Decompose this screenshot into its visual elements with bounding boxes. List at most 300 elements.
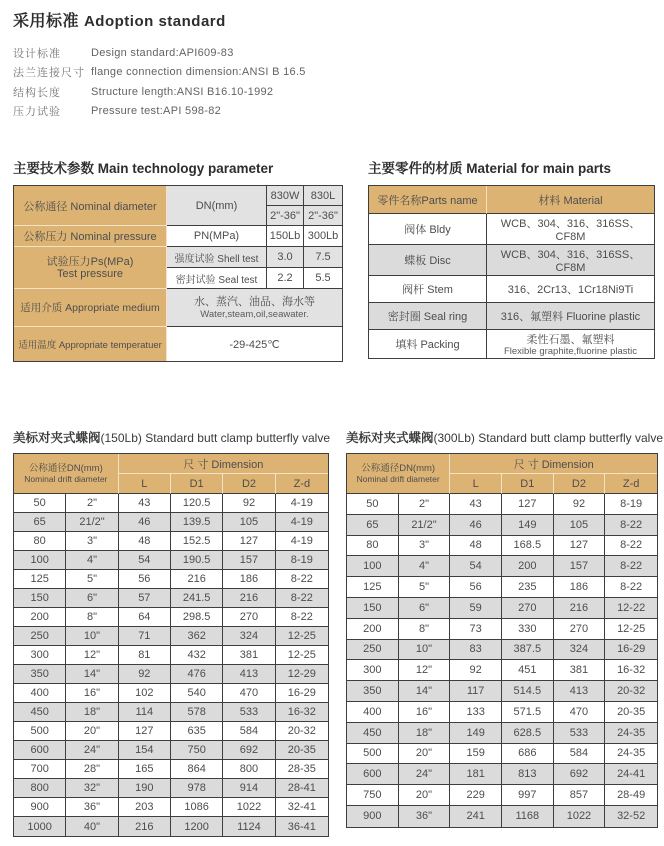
tech-shell-test-830w: 3.0 xyxy=(267,247,304,268)
dimension-row xyxy=(14,494,328,513)
dn-header-zh: 公称通径DN(mm) xyxy=(28,462,103,474)
material-value-en: Flexible graphite,fluorine plastic xyxy=(503,346,638,357)
d2-cell: 533 xyxy=(223,703,275,722)
d1-cell: 127 xyxy=(502,494,554,515)
d1-cell: 686 xyxy=(502,744,554,765)
dn-mm-cell: 300 xyxy=(14,646,66,665)
zd-cell: 20-32 xyxy=(605,681,657,702)
dimension-row xyxy=(347,598,657,619)
dn-inch-cell: 40" xyxy=(66,817,118,836)
dim-150-body xyxy=(14,494,328,836)
dn-mm-cell: 200 xyxy=(347,619,399,640)
material-cell xyxy=(487,276,654,303)
material-cell xyxy=(487,303,654,330)
dn-inch-cell: 20" xyxy=(399,785,451,806)
dimension-row xyxy=(14,570,328,589)
dn-inch-cell: 8" xyxy=(66,608,118,627)
dim-150-col-dn xyxy=(14,454,119,494)
materials-table xyxy=(368,185,655,359)
zd-cell: 8-19 xyxy=(605,494,657,515)
l-cell: 114 xyxy=(119,703,171,722)
zd-cell: 28-35 xyxy=(276,760,328,779)
dn-mm-cell: 50 xyxy=(14,494,66,513)
dim-300-col-dn xyxy=(347,454,450,494)
zd-cell: 4-19 xyxy=(276,494,328,513)
dn-inch-cell: 5" xyxy=(399,577,451,598)
material-value: 柔性石墨、氟塑料 xyxy=(526,334,615,346)
tech-label-nominal-diameter: 公称通径 Nominal diameter xyxy=(14,186,167,226)
dn-mm-cell: 600 xyxy=(14,741,66,760)
d2-cell: 127 xyxy=(223,532,275,551)
l-cell: 48 xyxy=(450,536,502,557)
l-cell: 149 xyxy=(450,723,502,744)
dn-inch-cell: 3" xyxy=(399,536,451,557)
dimension-row xyxy=(14,646,328,665)
d2-cell: 413 xyxy=(554,681,606,702)
dimension-row xyxy=(347,640,657,661)
dimension-row xyxy=(347,556,657,577)
material-value: WCB、304、316、316SS、CF8M xyxy=(500,218,641,243)
l-cell: 64 xyxy=(119,608,171,627)
l-cell: 43 xyxy=(119,494,171,513)
zd-cell: 12-25 xyxy=(605,619,657,640)
adoption-row-label: 法兰连接尺寸 xyxy=(13,67,85,80)
zd-cell: 12-22 xyxy=(605,598,657,619)
d2-cell: 92 xyxy=(223,494,275,513)
d2-cell: 186 xyxy=(223,570,275,589)
d1-cell: 432 xyxy=(171,646,223,665)
d2-cell: 157 xyxy=(223,551,275,570)
zd-cell: 8-22 xyxy=(276,608,328,627)
dn-inch-cell: 3" xyxy=(66,532,118,551)
dim-300-col-l: L xyxy=(450,474,502,494)
l-cell: 59 xyxy=(450,598,502,619)
tech-test-pressure-en: Test pressure xyxy=(56,267,124,280)
dn-inch-cell: 24" xyxy=(66,741,118,760)
dn-inch-cell: 24" xyxy=(399,764,451,785)
zd-cell: 12-25 xyxy=(276,646,328,665)
dn-mm-cell: 100 xyxy=(347,556,399,577)
tech-test-pressure-zh: 试验压力Ps(MPa) xyxy=(46,255,134,268)
l-cell: 190 xyxy=(119,779,171,798)
section-material-for-main-parts xyxy=(368,157,655,359)
dim-150-col-l: L xyxy=(119,474,171,494)
d1-cell: 270 xyxy=(502,598,554,619)
adoption-row xyxy=(13,82,306,102)
d2-cell: 127 xyxy=(554,536,606,557)
d1-cell: 330 xyxy=(502,619,554,640)
l-cell: 203 xyxy=(119,798,171,817)
materials-table-body xyxy=(369,214,654,358)
l-cell: 154 xyxy=(119,741,171,760)
tech-parameter-table xyxy=(13,185,343,362)
tech-model-830w: 830W xyxy=(267,186,304,206)
zd-cell: 20-35 xyxy=(276,741,328,760)
dn-inch-cell: 6" xyxy=(399,598,451,619)
materials-row xyxy=(369,214,654,245)
title-300lb-zh: 美标对夹式蝶阀 xyxy=(346,431,434,445)
adoption-row xyxy=(13,43,306,63)
tech-model-830l: 830L xyxy=(304,186,342,206)
dn-inch-cell: 10" xyxy=(399,640,451,661)
d2-cell: 270 xyxy=(223,608,275,627)
d2-cell: 381 xyxy=(554,660,606,681)
adoption-standard-heading xyxy=(13,8,306,31)
d2-cell: 1124 xyxy=(223,817,275,836)
d1-cell: 476 xyxy=(171,665,223,684)
dim-150-col-d2: D2 xyxy=(223,474,275,494)
d1-cell: 997 xyxy=(502,785,554,806)
dimension-row xyxy=(14,665,328,684)
d2-cell: 324 xyxy=(223,627,275,646)
l-cell: 57 xyxy=(119,589,171,608)
dimension-row xyxy=(14,760,328,779)
dimension-table-150lb xyxy=(13,453,329,837)
d2-cell: 470 xyxy=(223,684,275,703)
adoption-row-label: 压力试验 xyxy=(13,106,61,119)
title-150lb-zh: 美标对夹式蝶阀 xyxy=(13,431,101,445)
dimension-row xyxy=(14,608,328,627)
tech-label-appropriate-temperature: 适用温度 Appropriate temperatuer xyxy=(14,327,167,361)
l-cell: 56 xyxy=(119,570,171,589)
materials-row xyxy=(369,245,654,276)
d1-cell: 235 xyxy=(502,577,554,598)
tech-param-pn: PN(MPa) xyxy=(167,226,267,247)
tech-medium-zh: 水、蒸汽、油品、海水等 xyxy=(194,295,315,308)
adoption-row-value: flange connection dimension:ANSI B 16.5 xyxy=(91,66,306,79)
adoption-row-value: Structure length:ANSI B16.10-1992 xyxy=(91,85,274,98)
l-cell: 181 xyxy=(450,764,502,785)
dimension-row xyxy=(347,577,657,598)
d2-cell: 157 xyxy=(554,556,606,577)
dn-mm-cell: 100 xyxy=(14,551,66,570)
zd-cell: 8-19 xyxy=(276,551,328,570)
adoption-row-label: 结构长度 xyxy=(13,86,61,99)
dn-inch-cell: 5" xyxy=(66,570,118,589)
tech-label-appropriate-medium: 适用介质 Appropriate medium xyxy=(14,289,167,327)
section-main-technology-parameter xyxy=(13,157,341,362)
d1-cell: 120.5 xyxy=(171,494,223,513)
l-cell: 46 xyxy=(119,513,171,532)
dn-mm-cell: 750 xyxy=(347,785,399,806)
dn-inch-cell: 10" xyxy=(66,627,118,646)
material-cell xyxy=(487,214,654,245)
dimension-row xyxy=(347,785,657,806)
d1-cell: 813 xyxy=(502,764,554,785)
dn-mm-cell: 500 xyxy=(347,744,399,765)
tech-temperature-value: -29-425℃ xyxy=(229,338,280,351)
dimension-row xyxy=(347,723,657,744)
dn-mm-cell: 150 xyxy=(347,598,399,619)
dn-inch-cell: 4" xyxy=(399,556,451,577)
tech-param-dn: DN(mm) xyxy=(167,186,267,226)
dn-header-zh: 公称通径DN(mm) xyxy=(361,462,436,474)
d2-cell: 413 xyxy=(223,665,275,684)
d2-cell: 914 xyxy=(223,779,275,798)
dimension-row xyxy=(347,515,657,536)
d2-cell: 186 xyxy=(554,577,606,598)
d1-cell: 578 xyxy=(171,703,223,722)
l-cell: 127 xyxy=(119,722,171,741)
dn-inch-cell: 20" xyxy=(66,722,118,741)
materials-col-parts-name: 零件名称Parts name xyxy=(369,186,487,214)
dn-mm-cell: 125 xyxy=(14,570,66,589)
adoption-heading-en: Adoption standard xyxy=(83,13,226,30)
dim-300-col-d1: D1 xyxy=(502,474,554,494)
zd-cell: 16-32 xyxy=(605,660,657,681)
dn-mm-cell: 500 xyxy=(14,722,66,741)
d2-cell: 92 xyxy=(554,494,606,515)
dimension-row xyxy=(14,722,328,741)
dn-inch-cell: 21/2" xyxy=(66,513,118,532)
d2-cell: 857 xyxy=(554,785,606,806)
l-cell: 229 xyxy=(450,785,502,806)
dn-inch-cell: 21/2" xyxy=(399,515,451,536)
dn-inch-cell: 14" xyxy=(66,665,118,684)
l-cell: 133 xyxy=(450,702,502,723)
d2-cell: 584 xyxy=(223,722,275,741)
l-cell: 92 xyxy=(450,660,502,681)
dimension-row xyxy=(347,619,657,640)
l-cell: 46 xyxy=(450,515,502,536)
dn-inch-cell: 6" xyxy=(66,589,118,608)
table-150lb-title xyxy=(13,428,329,446)
tech-shell-test-label: 强度试验 Shell test xyxy=(167,247,267,268)
dn-mm-cell: 900 xyxy=(14,798,66,817)
dimension-row xyxy=(14,741,328,760)
d1-cell: 216 xyxy=(171,570,223,589)
d2-cell: 324 xyxy=(554,640,606,661)
dim-300-col-d2: D2 xyxy=(554,474,606,494)
dn-mm-cell: 300 xyxy=(347,660,399,681)
dimension-row xyxy=(14,703,328,722)
dimension-row xyxy=(14,589,328,608)
zd-cell: 28-49 xyxy=(605,785,657,806)
dimension-row xyxy=(347,702,657,723)
d2-cell: 216 xyxy=(223,589,275,608)
dn-inch-cell: 20" xyxy=(399,744,451,765)
dimension-table-300lb xyxy=(346,453,658,828)
dn-mm-cell: 1000 xyxy=(14,817,66,836)
tech-heading-zh: 主要技术参数 xyxy=(13,161,94,176)
tech-seal-test-830l: 5.5 xyxy=(304,268,342,289)
part-name-cell: 阀杆 Stem xyxy=(369,276,487,303)
tech-medium-en: Water,steam,oil,seawater. xyxy=(200,308,309,320)
part-name-cell: 阀体 Bldy xyxy=(369,214,487,245)
table-300lb-title xyxy=(346,428,663,446)
dn-inch-cell: 18" xyxy=(399,723,451,744)
tech-range-830l: 2"-36" xyxy=(304,206,342,226)
dn-mm-cell: 450 xyxy=(14,703,66,722)
dn-mm-cell: 50 xyxy=(347,494,399,515)
material-value: 316、2Cr13、1Cr18Ni9Ti xyxy=(507,284,634,296)
dimension-row xyxy=(14,513,328,532)
dimension-row xyxy=(347,764,657,785)
zd-cell: 20-32 xyxy=(276,722,328,741)
l-cell: 83 xyxy=(450,640,502,661)
dn-mm-cell: 350 xyxy=(347,681,399,702)
tech-range-830w: 2"-36" xyxy=(267,206,304,226)
materials-table-head xyxy=(369,186,654,214)
d1-cell: 139.5 xyxy=(171,513,223,532)
dn-inch-cell: 16" xyxy=(399,702,451,723)
d1-cell: 451 xyxy=(502,660,554,681)
zd-cell: 24-35 xyxy=(605,723,657,744)
l-cell: 71 xyxy=(119,627,171,646)
zd-cell: 36-41 xyxy=(276,817,328,836)
materials-heading xyxy=(368,157,655,177)
tech-parameter-body xyxy=(14,186,342,361)
d2-cell: 1022 xyxy=(223,798,275,817)
dim-150-col-zd: Z-d xyxy=(276,474,328,494)
dn-inch-cell: 18" xyxy=(66,703,118,722)
dn-mm-cell: 200 xyxy=(14,608,66,627)
dn-header-en: Nominal drift diameter xyxy=(24,473,108,484)
dn-inch-cell: 2" xyxy=(399,494,451,515)
d1-cell: 387.5 xyxy=(502,640,554,661)
dim-300-body xyxy=(347,494,657,827)
d1-cell: 152.5 xyxy=(171,532,223,551)
adoption-row-label: 设计标准 xyxy=(13,47,61,60)
l-cell: 165 xyxy=(119,760,171,779)
dimension-row xyxy=(14,551,328,570)
d2-cell: 692 xyxy=(554,764,606,785)
l-cell: 48 xyxy=(119,532,171,551)
dn-inch-cell: 14" xyxy=(399,681,451,702)
dn-mm-cell: 80 xyxy=(347,536,399,557)
d1-cell: 298.5 xyxy=(171,608,223,627)
zd-cell: 8-22 xyxy=(605,577,657,598)
l-cell: 81 xyxy=(119,646,171,665)
title-300lb-en: Standard butt clamp butterfly valve xyxy=(478,431,663,445)
dn-mm-cell: 600 xyxy=(347,764,399,785)
tech-pressure-150lb: 150Lb xyxy=(267,226,304,247)
dn-mm-cell: 80 xyxy=(14,532,66,551)
adoption-row-value: Design standard:API609-83 xyxy=(91,46,234,59)
tech-heading-en: Main technology parameter xyxy=(97,161,274,176)
zd-cell: 8-22 xyxy=(276,570,328,589)
dn-inch-cell: 16" xyxy=(66,684,118,703)
dimension-row xyxy=(14,627,328,646)
zd-cell: 16-32 xyxy=(276,703,328,722)
l-cell: 102 xyxy=(119,684,171,703)
d1-cell: 1168 xyxy=(502,806,554,827)
zd-cell: 24-41 xyxy=(605,764,657,785)
dn-inch-cell: 36" xyxy=(66,798,118,817)
d1-cell: 149 xyxy=(502,515,554,536)
dn-mm-cell: 450 xyxy=(347,723,399,744)
dim-150-col-dimension: 尺 寸 Dimension xyxy=(119,454,328,474)
adoption-heading-zh: 采用标准 xyxy=(13,13,80,30)
dim-300-col-dimension: 尺 寸 Dimension xyxy=(450,454,657,474)
tech-heading xyxy=(13,157,341,177)
zd-cell: 20-35 xyxy=(605,702,657,723)
dn-mm-cell: 65 xyxy=(14,513,66,532)
materials-row xyxy=(369,303,654,330)
material-value: 316、氟塑料 Fluorine plastic xyxy=(500,311,641,323)
d2-cell: 216 xyxy=(554,598,606,619)
zd-cell: 16-29 xyxy=(605,640,657,661)
dim-150-col-d1: D1 xyxy=(171,474,223,494)
d1-cell: 190.5 xyxy=(171,551,223,570)
title-150lb-class: (150Lb) xyxy=(100,431,142,445)
l-cell: 54 xyxy=(450,556,502,577)
dn-mm-cell: 65 xyxy=(347,515,399,536)
zd-cell: 28-41 xyxy=(276,779,328,798)
l-cell: 241 xyxy=(450,806,502,827)
d1-cell: 750 xyxy=(171,741,223,760)
l-cell: 92 xyxy=(119,665,171,684)
dimension-row xyxy=(347,494,657,515)
d1-cell: 514.5 xyxy=(502,681,554,702)
d1-cell: 628.5 xyxy=(502,723,554,744)
zd-cell: 8-22 xyxy=(605,536,657,557)
zd-cell: 32-41 xyxy=(276,798,328,817)
section-300lb-dimensions xyxy=(346,428,663,828)
adoption-standard-list xyxy=(13,43,306,121)
part-name-cell: 密封圈 Seal ring xyxy=(369,303,487,330)
tech-medium-value xyxy=(167,289,342,327)
tech-pressure-300lb: 300Lb xyxy=(304,226,342,247)
materials-row xyxy=(369,276,654,303)
dimension-row xyxy=(14,798,328,817)
d1-cell: 241.5 xyxy=(171,589,223,608)
d2-cell: 692 xyxy=(223,741,275,760)
dn-inch-cell: 4" xyxy=(66,551,118,570)
d1-cell: 362 xyxy=(171,627,223,646)
l-cell: 43 xyxy=(450,494,502,515)
dn-mm-cell: 400 xyxy=(347,702,399,723)
d2-cell: 105 xyxy=(223,513,275,532)
d1-cell: 864 xyxy=(171,760,223,779)
materials-heading-en: Material for main parts xyxy=(466,161,612,176)
dimension-row xyxy=(14,684,328,703)
dn-mm-cell: 800 xyxy=(14,779,66,798)
zd-cell: 4-19 xyxy=(276,513,328,532)
zd-cell: 12-25 xyxy=(276,627,328,646)
dn-inch-cell: 36" xyxy=(399,806,451,827)
d1-cell: 571.5 xyxy=(502,702,554,723)
d2-cell: 800 xyxy=(223,760,275,779)
dn-inch-cell: 32" xyxy=(66,779,118,798)
dn-mm-cell: 150 xyxy=(14,589,66,608)
d1-cell: 168.5 xyxy=(502,536,554,557)
d1-cell: 635 xyxy=(171,722,223,741)
zd-cell: 8-22 xyxy=(276,589,328,608)
section-150lb-dimensions xyxy=(13,428,329,837)
tech-label-test-pressure xyxy=(14,247,167,289)
dim-300-head xyxy=(347,454,657,494)
l-cell: 159 xyxy=(450,744,502,765)
d2-cell: 105 xyxy=(554,515,606,536)
dimension-row xyxy=(347,536,657,557)
dn-inch-cell: 8" xyxy=(399,619,451,640)
part-name-cell: 填料 Packing xyxy=(369,330,487,358)
zd-cell: 24-35 xyxy=(605,744,657,765)
dn-mm-cell: 400 xyxy=(14,684,66,703)
dn-inch-cell: 2" xyxy=(66,494,118,513)
dimension-row xyxy=(14,532,328,551)
zd-cell: 16-29 xyxy=(276,684,328,703)
l-cell: 216 xyxy=(119,817,171,836)
l-cell: 73 xyxy=(450,619,502,640)
dn-mm-cell: 250 xyxy=(14,627,66,646)
l-cell: 117 xyxy=(450,681,502,702)
tech-label-nominal-pressure: 公称压力 Nominal pressure xyxy=(14,226,167,247)
adoption-row xyxy=(13,102,306,122)
dn-mm-cell: 900 xyxy=(347,806,399,827)
d1-cell: 1086 xyxy=(171,798,223,817)
